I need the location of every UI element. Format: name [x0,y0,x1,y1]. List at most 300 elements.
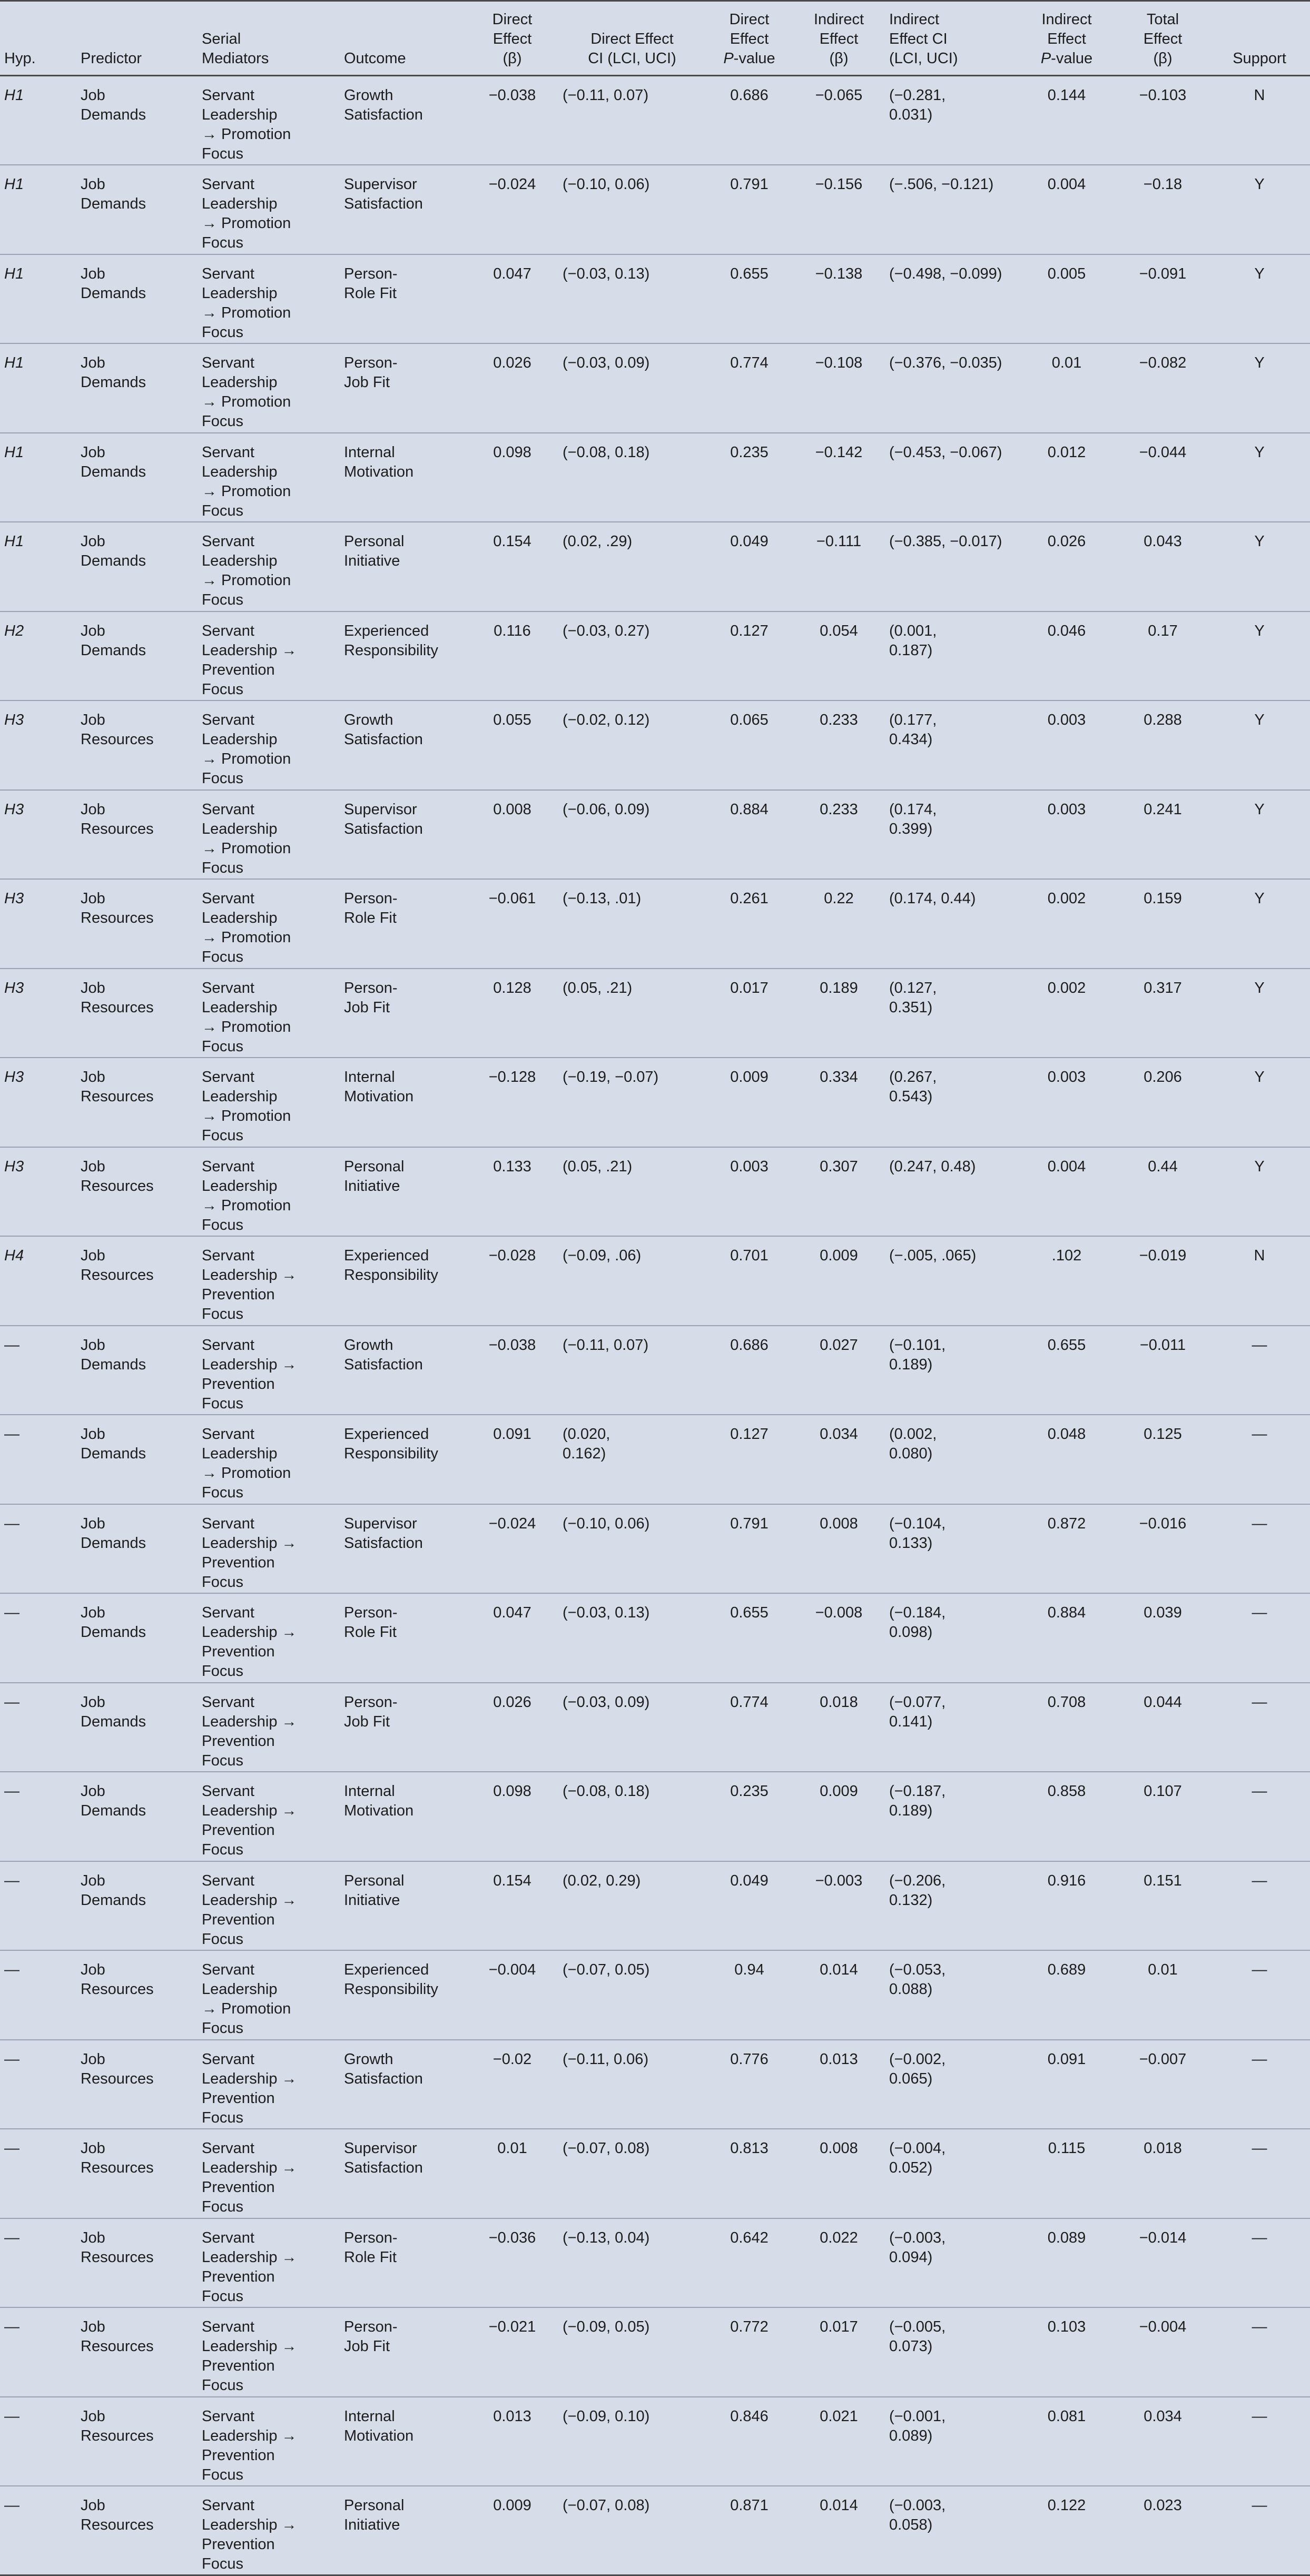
cell-outcome: Person- Role Fit [340,879,466,969]
cell-direct-ci: (−0.19, −0.07) [558,1058,706,1147]
col-header-indirect-p: Indirect Effect P-value [1017,1,1117,76]
table-row [0,2486,1310,2575]
cell-outcome: Supervisor Satisfaction [340,2129,466,2218]
cell-total-effect: 0.107 [1117,1772,1209,1861]
cell-indirect-ci: (0.002, 0.080) [885,1415,1017,1504]
cell-indirect-effect: 0.014 [793,1950,885,2040]
cell-direct-effect: −0.02 [466,2040,558,2129]
table-row [0,1861,1310,1951]
cell-direct-effect: −0.038 [466,1326,558,1415]
cell-direct-ci: (0.020, 0.162) [558,1415,706,1504]
table-row [0,76,1310,165]
cell-indirect-ci: (−0.376, −0.035) [885,343,1017,433]
cell-direct-effect: −0.028 [466,1236,558,1326]
cell-support: — [1209,1772,1310,1861]
cell-hyp: — [0,2486,76,2575]
cell-direct-ci: (−0.10, 0.06) [558,1504,706,1594]
cell-support: Y [1209,343,1310,433]
cell-indirect-p: 0.004 [1017,1147,1117,1237]
cell-indirect-p: .102 [1017,1236,1117,1326]
cell-indirect-ci: (−0.453, −0.067) [885,433,1017,522]
cell-outcome: Person- Job Fit [340,343,466,433]
cell-predictor: Job Resources [76,1058,198,1147]
cell-direct-p: 0.772 [706,2307,793,2397]
cell-indirect-ci: (−0.498, −0.099) [885,254,1017,344]
cell-indirect-effect: 0.009 [793,1236,885,1326]
cell-direct-ci: (0.02, 0.29) [558,1861,706,1951]
cell-predictor: Job Resources [76,790,198,880]
cell-direct-effect: 0.047 [466,254,558,344]
cell-direct-ci: (−0.11, 0.06) [558,2040,706,2129]
table-row [0,1504,1310,1594]
cell-mediators: Servant Leadership → Prevention Focus [198,2218,340,2308]
cell-predictor: Job Resources [76,700,198,790]
cell-total-effect: −0.011 [1117,1326,1209,1415]
cell-predictor: Job Demands [76,1504,198,1594]
cell-indirect-ci: (−0.001, 0.089) [885,2397,1017,2486]
cell-direct-effect: −0.061 [466,879,558,969]
cell-outcome: Internal Motivation [340,433,466,522]
cell-direct-ci: (−0.11, 0.07) [558,1326,706,1415]
cell-predictor: Job Demands [76,1772,198,1861]
cell-outcome: Experienced Responsibility [340,1236,466,1326]
cell-predictor: Job Demands [76,1683,198,1772]
cell-hyp: H1 [0,343,76,433]
cell-mediators: Servant Leadership → Promotion Focus [198,1950,340,2040]
cell-hyp: H3 [0,790,76,880]
cell-indirect-effect: 0.22 [793,879,885,969]
cell-indirect-ci: (−0.104, 0.133) [885,1504,1017,1594]
cell-outcome: Person- Job Fit [340,1683,466,1772]
cell-direct-p: 0.791 [706,1504,793,1594]
cell-direct-p: 0.774 [706,343,793,433]
cell-indirect-p: 0.046 [1017,611,1117,701]
cell-hyp: H2 [0,611,76,701]
table-row [0,790,1310,880]
cell-mediators: Servant Leadership → Promotion Focus [198,1415,340,1504]
cell-outcome: Experienced Responsibility [340,1950,466,2040]
cell-direct-effect: 0.013 [466,2397,558,2486]
cell-indirect-ci: (−.506, −0.121) [885,165,1017,254]
cell-outcome: Supervisor Satisfaction [340,165,466,254]
table-row [0,2397,1310,2486]
table-row [0,1236,1310,1326]
cell-indirect-effect: −0.008 [793,1593,885,1683]
cell-indirect-p: 0.002 [1017,879,1117,969]
cell-predictor: Job Resources [76,2218,198,2308]
cell-indirect-effect: 0.009 [793,1772,885,1861]
col-header-direct-ci: Direct Effect CI (LCI, UCI) [558,1,706,76]
cell-total-effect: 0.043 [1117,522,1209,611]
cell-direct-p: 0.686 [706,76,793,165]
cell-indirect-effect: 0.008 [793,2129,885,2218]
cell-direct-ci: (0.02, .29) [558,522,706,611]
cell-direct-effect: −0.128 [466,1058,558,1147]
cell-total-effect: 0.01 [1117,1950,1209,2040]
cell-indirect-effect: 0.014 [793,2486,885,2575]
cell-indirect-effect: 0.027 [793,1326,885,1415]
cell-total-effect: −0.014 [1117,2218,1209,2308]
table-row [0,2307,1310,2397]
cell-mediators: Servant Leadership → Prevention Focus [198,1504,340,1594]
cell-total-effect: 0.17 [1117,611,1209,701]
cell-indirect-effect: 0.022 [793,2218,885,2308]
cell-indirect-effect: 0.021 [793,2397,885,2486]
cell-support: Y [1209,611,1310,701]
cell-direct-effect: 0.154 [466,1861,558,1951]
cell-outcome: Growth Satisfaction [340,2040,466,2129]
cell-direct-ci: (−0.10, 0.06) [558,165,706,254]
cell-outcome: Internal Motivation [340,2397,466,2486]
cell-indirect-effect: 0.008 [793,1504,885,1594]
cell-indirect-p: 0.003 [1017,700,1117,790]
cell-indirect-ci: (−0.053, 0.088) [885,1950,1017,2040]
cell-total-effect: 0.044 [1117,1683,1209,1772]
table-row [0,879,1310,969]
cell-predictor: Job Demands [76,522,198,611]
cell-indirect-effect: 0.013 [793,2040,885,2129]
col-header-outcome: Outcome [340,1,466,76]
cell-indirect-effect: 0.054 [793,611,885,701]
cell-indirect-p: 0.081 [1017,2397,1117,2486]
cell-predictor: Job Resources [76,969,198,1058]
cell-indirect-p: 0.144 [1017,76,1117,165]
cell-mediators: Servant Leadership → Promotion Focus [198,1058,340,1147]
cell-indirect-p: 0.002 [1017,969,1117,1058]
col-header-support: Support [1209,1,1310,76]
cell-indirect-p: 0.004 [1017,165,1117,254]
cell-total-effect: −0.082 [1117,343,1209,433]
cell-mediators: Servant Leadership → Prevention Focus [198,2486,340,2575]
cell-outcome: Supervisor Satisfaction [340,790,466,880]
table-row [0,611,1310,701]
table-row [0,254,1310,344]
table-row [0,1950,1310,2040]
cell-direct-ci: (−0.09, 0.10) [558,2397,706,2486]
cell-indirect-p: 0.655 [1017,1326,1117,1415]
cell-mediators: Servant Leadership → Prevention Focus [198,2397,340,2486]
cell-indirect-p: 0.003 [1017,1058,1117,1147]
cell-hyp: — [0,1861,76,1951]
cell-indirect-p: 0.872 [1017,1504,1117,1594]
cell-direct-p: 0.686 [706,1326,793,1415]
cell-mediators: Servant Leadership → Prevention Focus [198,1326,340,1415]
cell-indirect-ci: (−0.002, 0.065) [885,2040,1017,2129]
cell-hyp: H1 [0,433,76,522]
cell-direct-p: 0.701 [706,1236,793,1326]
cell-indirect-ci: (0.267, 0.543) [885,1058,1017,1147]
cell-hyp: — [0,1772,76,1861]
cell-direct-ci: (−0.09, 0.05) [558,2307,706,2397]
cell-direct-effect: 0.091 [466,1415,558,1504]
cell-indirect-effect: 0.307 [793,1147,885,1237]
cell-indirect-p: 0.858 [1017,1772,1117,1861]
cell-direct-effect: 0.008 [466,790,558,880]
cell-outcome: Person- Job Fit [340,2307,466,2397]
cell-support: N [1209,1236,1310,1326]
cell-total-effect: −0.016 [1117,1504,1209,1594]
cell-hyp: H1 [0,522,76,611]
cell-support: — [1209,2486,1310,2575]
cell-indirect-effect: −0.065 [793,76,885,165]
cell-support: — [1209,2040,1310,2129]
cell-total-effect: 0.039 [1117,1593,1209,1683]
cell-predictor: Job Demands [76,1415,198,1504]
cell-support: — [1209,2397,1310,2486]
cell-indirect-ci: (−0.003, 0.094) [885,2218,1017,2308]
cell-predictor: Job Resources [76,1147,198,1237]
cell-hyp: — [0,2129,76,2218]
cell-direct-ci: (−0.06, 0.09) [558,790,706,880]
cell-direct-p: 0.871 [706,2486,793,2575]
cell-outcome: Personal Initiative [340,522,466,611]
cell-hyp: — [0,1683,76,1772]
cell-direct-ci: (−0.07, 0.08) [558,2486,706,2575]
cell-support: — [1209,2218,1310,2308]
cell-outcome: Person- Role Fit [340,1593,466,1683]
cell-direct-p: 0.003 [706,1147,793,1237]
cell-outcome: Person- Role Fit [340,254,466,344]
cell-indirect-p: 0.005 [1017,254,1117,344]
cell-hyp: — [0,1504,76,1594]
cell-indirect-p: 0.884 [1017,1593,1117,1683]
cell-support: Y [1209,879,1310,969]
cell-predictor: Job Demands [76,1593,198,1683]
cell-outcome: Supervisor Satisfaction [340,1504,466,1594]
cell-hyp: H3 [0,879,76,969]
cell-predictor: Job Resources [76,1236,198,1326]
cell-mediators: Servant Leadership → Promotion Focus [198,700,340,790]
cell-support: Y [1209,433,1310,522]
cell-direct-p: 0.009 [706,1058,793,1147]
table-row [0,343,1310,433]
cell-indirect-p: 0.089 [1017,2218,1117,2308]
cell-indirect-effect: 0.334 [793,1058,885,1147]
cell-total-effect: 0.241 [1117,790,1209,880]
cell-hyp: — [0,1415,76,1504]
cell-direct-effect: −0.036 [466,2218,558,2308]
cell-mediators: Servant Leadership → Prevention Focus [198,1593,340,1683]
cell-predictor: Job Resources [76,2397,198,2486]
cell-total-effect: −0.007 [1117,2040,1209,2129]
cell-direct-p: 0.261 [706,879,793,969]
table-row [0,969,1310,1058]
cell-indirect-ci: (−0.187, 0.189) [885,1772,1017,1861]
cell-predictor: Job Resources [76,1950,198,2040]
cell-hyp: — [0,1326,76,1415]
cell-mediators: Servant Leadership → Prevention Focus [198,2307,340,2397]
cell-indirect-effect: −0.138 [793,254,885,344]
cell-indirect-ci: (0.174, 0.399) [885,790,1017,880]
cell-support: Y [1209,254,1310,344]
cell-total-effect: −0.18 [1117,165,1209,254]
cell-direct-ci: (0.05, .21) [558,1147,706,1237]
cell-hyp: H3 [0,700,76,790]
cell-direct-effect: 0.026 [466,343,558,433]
cell-mediators: Servant Leadership → Promotion Focus [198,879,340,969]
cell-indirect-ci: (−0.004, 0.052) [885,2129,1017,2218]
cell-direct-effect: 0.026 [466,1683,558,1772]
table-row [0,1326,1310,1415]
cell-indirect-ci: (−0.281, 0.031) [885,76,1017,165]
cell-predictor: Job Demands [76,1326,198,1415]
cell-predictor: Job Resources [76,2307,198,2397]
cell-support: Y [1209,1058,1310,1147]
cell-indirect-p: 0.091 [1017,2040,1117,2129]
cell-support: — [1209,1861,1310,1951]
cell-indirect-effect: 0.018 [793,1683,885,1772]
cell-direct-effect: 0.116 [466,611,558,701]
cell-mediators: Servant Leadership → Promotion Focus [198,522,340,611]
table-row [0,522,1310,611]
cell-direct-effect: −0.021 [466,2307,558,2397]
cell-hyp: H1 [0,76,76,165]
cell-indirect-effect: −0.003 [793,1861,885,1951]
cell-support: — [1209,1415,1310,1504]
col-header-direct-effect: Direct Effect (β) [466,1,558,76]
cell-total-effect: −0.004 [1117,2307,1209,2397]
cell-direct-ci: (−0.02, 0.12) [558,700,706,790]
cell-indirect-p: 0.916 [1017,1861,1117,1951]
cell-indirect-ci: (−0.184, 0.098) [885,1593,1017,1683]
cell-indirect-ci: (−0.385, −0.017) [885,522,1017,611]
cell-support: Y [1209,165,1310,254]
table-row [0,433,1310,522]
cell-direct-ci: (−0.13, 0.04) [558,2218,706,2308]
cell-direct-ci: (−0.07, 0.05) [558,1950,706,2040]
cell-hyp: — [0,2218,76,2308]
cell-hyp: H3 [0,1147,76,1237]
cell-indirect-p: 0.122 [1017,2486,1117,2575]
cell-total-effect: −0.091 [1117,254,1209,344]
cell-direct-effect: −0.004 [466,1950,558,2040]
cell-mediators: Servant Leadership → Promotion Focus [198,969,340,1058]
cell-direct-ci: (−0.08, 0.18) [558,433,706,522]
cell-mediators: Servant Leadership → Promotion Focus [198,433,340,522]
cell-total-effect: −0.044 [1117,433,1209,522]
cell-predictor: Job Demands [76,76,198,165]
cell-outcome: Internal Motivation [340,1772,466,1861]
cell-mediators: Servant Leadership → Prevention Focus [198,611,340,701]
cell-indirect-effect: 0.233 [793,790,885,880]
cell-outcome: Experienced Responsibility [340,1415,466,1504]
col-header-mediators: Serial Mediators [198,1,340,76]
cell-hyp: H1 [0,254,76,344]
cell-direct-ci: (−0.09, .06) [558,1236,706,1326]
cell-indirect-ci: (−0.003, 0.058) [885,2486,1017,2575]
cell-direct-p: 0.884 [706,790,793,880]
cell-outcome: Person- Role Fit [340,2218,466,2308]
cell-direct-p: 0.235 [706,433,793,522]
cell-direct-p: 0.774 [706,1683,793,1772]
cell-direct-effect: 0.098 [466,1772,558,1861]
cell-direct-p: 0.776 [706,2040,793,2129]
cell-total-effect: 0.288 [1117,700,1209,790]
cell-support: Y [1209,700,1310,790]
cell-predictor: Job Demands [76,343,198,433]
cell-mediators: Servant Leadership → Promotion Focus [198,343,340,433]
cell-indirect-effect: 0.189 [793,969,885,1058]
cell-predictor: Job Demands [76,1861,198,1951]
header-row [0,1,1310,76]
cell-indirect-ci: (0.001, 0.187) [885,611,1017,701]
cell-support: — [1209,1593,1310,1683]
cell-direct-effect: −0.024 [466,1504,558,1594]
cell-indirect-effect: −0.111 [793,522,885,611]
cell-total-effect: 0.125 [1117,1415,1209,1504]
cell-support: N [1209,76,1310,165]
cell-indirect-effect: −0.156 [793,165,885,254]
cell-direct-ci: (−0.07, 0.08) [558,2129,706,2218]
table-row [0,1683,1310,1772]
cell-support: Y [1209,522,1310,611]
cell-indirect-effect: −0.108 [793,343,885,433]
cell-indirect-p: 0.708 [1017,1683,1117,1772]
table-body [0,76,1310,2575]
cell-predictor: Job Demands [76,611,198,701]
cell-hyp: — [0,1950,76,2040]
cell-predictor: Job Resources [76,2129,198,2218]
cell-predictor: Job Resources [76,2040,198,2129]
cell-predictor: Job Demands [76,254,198,344]
cell-direct-effect: 0.009 [466,2486,558,2575]
cell-indirect-p: 0.026 [1017,522,1117,611]
cell-indirect-p: 0.115 [1017,2129,1117,2218]
cell-mediators: Servant Leadership → Prevention Focus [198,2129,340,2218]
cell-direct-effect: −0.038 [466,76,558,165]
cell-direct-p: 0.049 [706,1861,793,1951]
cell-outcome: Internal Motivation [340,1058,466,1147]
table-row [0,700,1310,790]
col-header-predictor: Predictor [76,1,198,76]
table-row [0,1593,1310,1683]
cell-mediators: Servant Leadership → Promotion Focus [198,165,340,254]
cell-total-effect: 0.023 [1117,2486,1209,2575]
cell-indirect-p: 0.103 [1017,2307,1117,2397]
cell-direct-effect: −0.024 [466,165,558,254]
table-row [0,1415,1310,1504]
cell-mediators: Servant Leadership → Prevention Focus [198,2040,340,2129]
table-row [0,2040,1310,2129]
cell-outcome: Growth Satisfaction [340,76,466,165]
cell-direct-effect: 0.01 [466,2129,558,2218]
cell-support: — [1209,1326,1310,1415]
cell-hyp: H4 [0,1236,76,1326]
cell-direct-effect: 0.055 [466,700,558,790]
cell-direct-p: 0.127 [706,1415,793,1504]
cell-outcome: Experienced Responsibility [340,611,466,701]
cell-outcome: Personal Initiative [340,1147,466,1237]
cell-hyp: H1 [0,165,76,254]
col-header-hyp: Hyp. [0,1,76,76]
cell-direct-p: 0.94 [706,1950,793,2040]
cell-total-effect: 0.151 [1117,1861,1209,1951]
cell-support: — [1209,1683,1310,1772]
cell-mediators: Servant Leadership → Prevention Focus [198,1683,340,1772]
cell-mediators: Servant Leadership → Prevention Focus [198,1772,340,1861]
cell-direct-effect: 0.098 [466,433,558,522]
cell-indirect-ci: (0.247, 0.48) [885,1147,1017,1237]
cell-hyp: — [0,2397,76,2486]
cell-direct-ci: (−0.08, 0.18) [558,1772,706,1861]
cell-indirect-p: 0.689 [1017,1950,1117,2040]
cell-direct-p: 0.065 [706,700,793,790]
cell-direct-p: 0.655 [706,1593,793,1683]
cell-indirect-effect: 0.233 [793,700,885,790]
cell-indirect-p: 0.012 [1017,433,1117,522]
table-row [0,165,1310,254]
col-header-total-effect: Total Effect (β) [1117,1,1209,76]
